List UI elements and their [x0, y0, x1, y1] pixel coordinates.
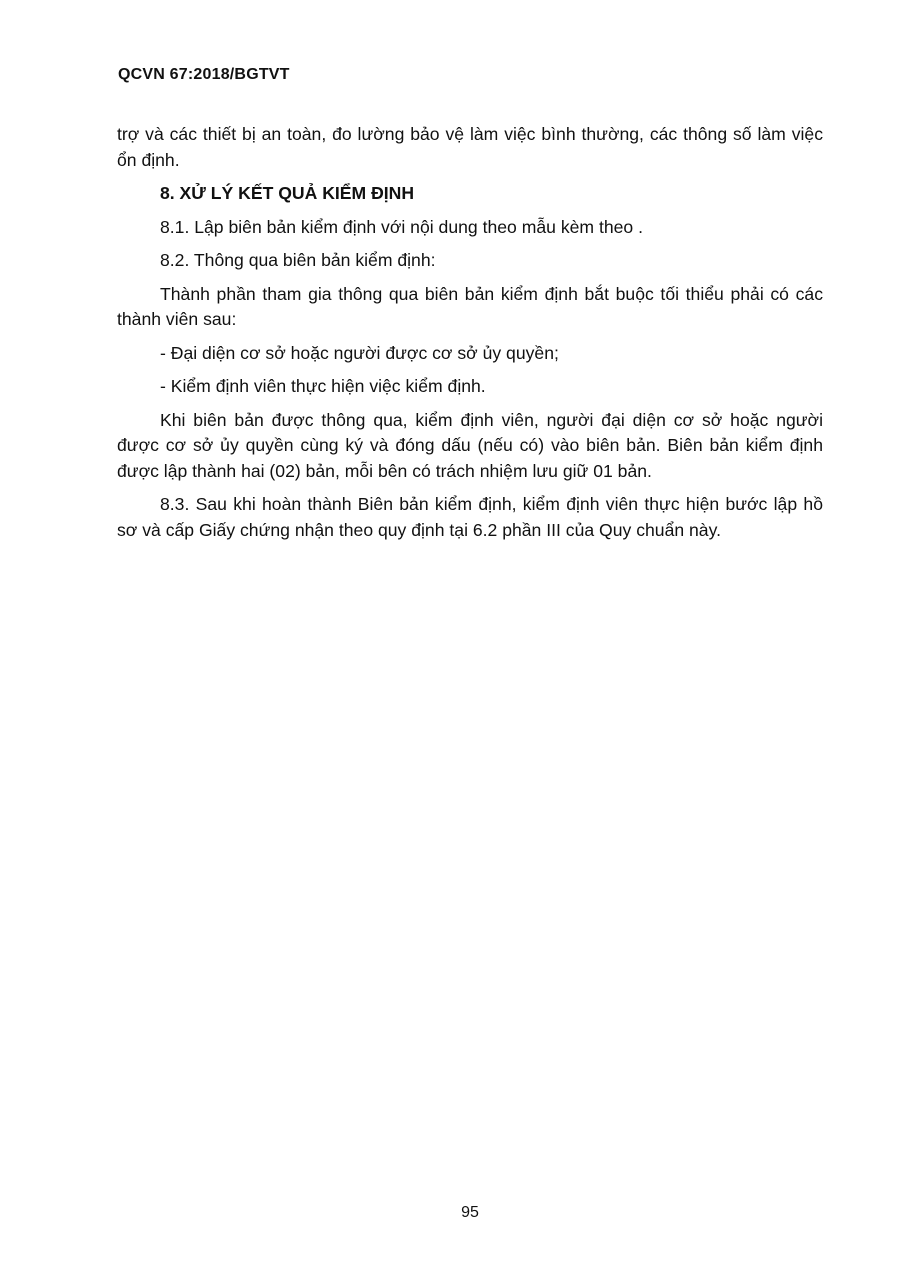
members-intro-paragraph: Thành phần tham gia thông qua biên bản kiểm định bắt buộc tối thiểu phải có các thành viên sau:	[117, 283, 823, 329]
item-8-3: 8.3. Sau khi hoàn thành Biên bản kiểm định, kiểm định viên thực hiện bước lập hồ sơ và cấp Giấy chứng nhận theo quy định tại 6.2 phần III của Quy chuẩn này.	[117, 494, 823, 540]
item-8-2: 8.2. Thông qua biên bản kiểm định:	[160, 250, 436, 270]
document-body	[117, 122, 823, 551]
item-8-1: 8.1. Lập biên bản kiểm định với nội dung theo mẫu kèm theo .	[160, 216, 643, 237]
member-list-item-1: - Đại diện cơ sở hoặc người được cơ sở ủy quyền;	[160, 342, 559, 363]
section-heading: 8. XỬ LÝ KẾT QUẢ KIỂM ĐỊNH	[160, 183, 415, 203]
page-number: 95	[461, 1204, 479, 1221]
member-list-item-2: - Kiểm định viên thực hiện việc kiểm định.	[160, 376, 486, 396]
approval-paragraph: Khi biên bản được thông qua, kiểm định viên, người đại diện cơ sở hoặc người được cơ sở ủy quyền cùng ký và đóng dấu (nếu có) vào biên bản. Biên bản kiểm định được lập thành hai (02) bản, mỗi bên có trách nhiệm lưu giữ 01 bản.	[117, 409, 823, 481]
document-code-header: QCVN 67:2018/BGTVT	[118, 66, 290, 83]
continuation-paragraph: trợ và các thiết bị an toàn, đo lường bảo vệ làm việc bình thường, các thông số làm việc ổn định.	[117, 124, 823, 170]
